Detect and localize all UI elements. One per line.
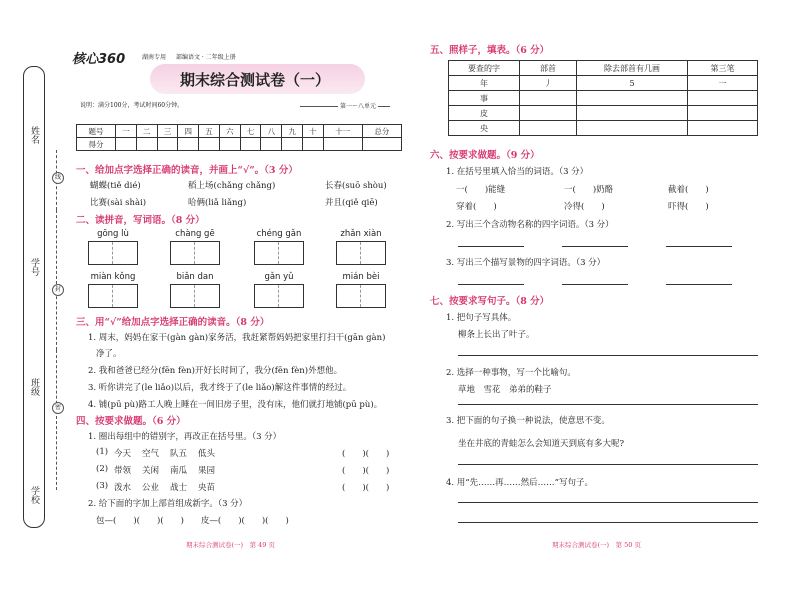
page-footer-right: 期末综合测试卷(一) 第 50 页 [552,541,641,549]
table-cell: 央 [449,121,520,136]
question-text: 坐在井底的青蛙怎么会知道天到底有多大呢? [458,439,625,449]
section-5-heading: 五、照样子，填表。（6 分） [430,45,550,56]
answer-line[interactable] [666,284,732,285]
table-cell: 事 [449,91,520,106]
group-number: (3) [96,481,109,491]
group-word[interactable]: 战士 [170,483,188,493]
table-cell[interactable] [688,106,758,121]
score-row-label: 得分 [77,138,116,151]
class-label: 班级 [29,378,39,396]
score-cell[interactable] [240,138,261,151]
group-word[interactable]: 队五 [170,449,188,459]
group-word[interactable]: 公业 [142,483,160,493]
score-col: 七 [240,125,261,138]
table-cell: 一 [688,76,758,91]
table-cell[interactable] [688,91,758,106]
exam-note: 说明：满分100分，考试时间60分钟。 [80,102,184,109]
sentence-line: 净了。 [96,349,122,359]
table-cell: 丿 [520,76,577,91]
answer-line[interactable] [562,246,628,247]
pronunciation-item[interactable]: 蝴蝶(tiě dié) [90,181,141,191]
score-col: 八 [261,125,282,138]
score-cell[interactable] [199,138,220,151]
table-header: 要查的字 [449,61,520,76]
character-lookup-table [448,60,758,136]
pinyin-prompt: chàng gē [175,229,215,239]
pinyin-prompt: gōng lù [97,229,129,239]
table-row [449,106,758,121]
fill-blank[interactable]: 一( )能缝 [456,185,506,195]
answer-line[interactable] [458,355,758,356]
score-cell[interactable] [362,138,401,151]
answer-line[interactable] [562,284,628,285]
score-col: 五 [199,125,220,138]
answer-line[interactable] [458,246,524,247]
seal-mark: 密 [52,402,64,414]
sentence-line[interactable]: 1. 周末，妈妈在家干(gàn gàn)家务活，我赶紧帮妈妈把家里打扫干(gān gàn) [88,333,386,343]
table-cell: 皮 [449,106,520,121]
score-col: 九 [282,125,303,138]
table-header: 部首 [520,61,577,76]
score-cell[interactable] [261,138,282,151]
table-cell[interactable] [577,106,688,121]
name-label: 姓名 [29,126,39,144]
subject-label: 部编语文 · 二年级上册 [176,54,236,61]
pronunciation-item[interactable]: 并且(qiě qiē) [325,198,378,208]
table-cell[interactable] [520,91,577,106]
character-grid[interactable] [254,284,304,308]
score-cell[interactable] [116,138,137,151]
table-header: 第三笔 [688,61,758,76]
group-word[interactable]: 果园 [198,466,216,476]
unit-label: 第一～八单元 [340,103,377,110]
section-2-heading: 二、读拼音，写词语。（8 分） [76,215,205,226]
binding-line [56,210,57,350]
score-value-row [77,138,402,151]
score-cell[interactable] [219,138,240,151]
question-4: 4. 用“先……再……然后……”写句子。 [446,478,594,488]
answer-line[interactable] [458,522,758,523]
question-1: 1. 圈出每组中的错别字，再改正在括号里。（3 分） [88,432,282,442]
section-7-heading: 七、按要求写句子。（8 分） [430,296,550,307]
character-grid[interactable] [336,284,386,308]
question-2: 2. 给下面的字加上部首组成新字。（3 分） [88,499,248,509]
question-2: 2. 写出三个含动物名称的四字词语。（3 分） [446,220,614,230]
seal-mark: 线 [52,172,64,184]
question-1: 1. 把句子写具体。 [446,313,517,323]
question-3: 3. 把下面的句子换一种说法，使意思不变。 [446,416,610,426]
answer-parens[interactable]: ( )( ) [342,466,390,476]
binding-line [56,350,57,490]
score-col: 十 [302,125,323,138]
page-footer-left: 期末综合测试卷(一) 第 49 页 [186,541,275,549]
fill-blank[interactable]: 吓得( ) [668,202,709,212]
score-cell[interactable] [178,138,199,151]
table-cell[interactable] [577,121,688,136]
group-word[interactable]: 泼水 [114,483,132,493]
answer-line[interactable] [458,284,524,285]
character-grid[interactable] [88,241,138,265]
pronunciation-item[interactable]: 比赛(sài shài) [90,198,147,208]
student-id-label: 学号 [29,258,39,276]
brand-logo: 核心360 [72,52,126,67]
table-cell[interactable] [520,106,577,121]
section-4-heading: 四、按要求做题。（6 分） [76,416,186,427]
question-text: 柳条上长出了叶子。 [458,330,535,340]
question-2: 2. 选择一种事物，写一个比喻句。 [446,368,576,378]
pinyin-prompt: chéng gǎn [256,229,302,239]
group-word[interactable]: 南瓜 [170,466,188,476]
score-col: 六 [219,125,240,138]
seal-mark: 封 [52,284,64,296]
score-cell[interactable] [302,138,323,151]
pronunciation-item[interactable]: 稻上场(chǎng chǎng) [188,181,276,191]
group-number: (1) [96,447,109,457]
group-word[interactable]: 今天 [114,449,132,459]
table-cell[interactable] [688,121,758,136]
score-col: 二 [136,125,157,138]
pronunciation-item[interactable]: 哈俩(liǎ liǎng) [188,198,247,208]
table-cell[interactable] [577,91,688,106]
fill-blank[interactable]: 截着( ) [668,185,709,195]
table-cell: 5 [577,76,688,91]
character-grid[interactable] [170,241,220,265]
answer-line[interactable] [458,464,758,465]
fill-blank[interactable]: 冷得( ) [564,202,605,212]
group-word[interactable]: 低头 [198,449,216,459]
question-1: 1. 在括号里填入恰当的词语。（3 分） [446,167,589,177]
fill-blank[interactable]: 一( )奶酪 [564,185,614,195]
score-cell[interactable] [136,138,157,151]
score-col: 十一 [323,125,362,138]
page-title: 期末综合测试卷（一） [180,71,331,89]
score-col: 一 [116,125,137,138]
pinyin-prompt: zhǎn xiàn [340,229,382,239]
answer-parens[interactable]: ( )( ) [342,483,390,493]
table-header: 除去部首有几画 [577,61,688,76]
section-3-heading: 三、用“√”给加点字选择正确的读音。（8 分） [76,317,270,328]
fill-blank[interactable]: 穿着( ) [456,202,497,212]
group-word[interactable]: 空气 [142,449,160,459]
character-grid[interactable] [254,241,304,265]
score-col: 四 [178,125,199,138]
section-6-heading: 六、按要求做题。（9 分） [430,150,540,161]
table-header-row [449,61,758,76]
pinyin-prompt: miàn kǒng [90,272,136,282]
score-table [76,124,402,151]
score-cell[interactable] [323,138,362,151]
edition-label: 湖南专用 [142,54,167,61]
pronunciation-item[interactable]: 长春(suō shòu) [325,181,387,191]
score-header-row [77,125,402,138]
answer-line[interactable] [458,502,758,503]
table-row [449,121,758,136]
radical-answer-line[interactable]: 包—( )( )( ) 皮—( )( )( ) [96,516,289,526]
group-number: (2) [96,464,109,474]
question-3: 3. 写出三个描写景物的四字词语。（3 分） [446,258,606,268]
question-text: 草地 雪花 弟弟的鞋子 [458,385,552,395]
character-grid[interactable] [336,241,386,265]
score-col: 三 [157,125,178,138]
table-cell: 年 [449,76,520,91]
pinyin-prompt: mián bèi [342,272,380,282]
table-row [449,76,758,91]
group-word[interactable]: 关闲 [142,466,160,476]
score-col: 总分 [362,125,401,138]
group-word[interactable]: 央苗 [198,483,216,493]
answer-parens[interactable]: ( )( ) [342,449,390,459]
sentence-line[interactable]: 2. 我和爸爸已经分(fēn fèn)开好长时间了，我分(fēn fèn)外想他。 [88,366,343,376]
section-1-heading: 一、给加点字选择正确的读音，并画上“√”。（3 分） [76,165,298,176]
character-grid[interactable] [170,284,220,308]
pinyin-prompt: biǎn dan [176,272,214,282]
sentence-line[interactable]: 3. 听你讲完了(le liǎo)以后，我才终于了(le liǎo)解这件事情的经过。 [88,383,352,393]
answer-line[interactable] [666,246,732,247]
group-word[interactable]: 带领 [114,466,132,476]
character-grid[interactable] [88,284,138,308]
table-cell[interactable] [520,121,577,136]
sentence-line[interactable]: 4. 铺(pū pù)路工人晚上睡在一间旧房子里，没有床，他们就打地铺(pū pù)。 [88,400,383,410]
score-cell[interactable] [282,138,303,151]
answer-line[interactable] [458,404,758,405]
score-row-label: 题号 [77,125,116,138]
score-cell[interactable] [157,138,178,151]
table-row [449,91,758,106]
pinyin-prompt: gǎn yǔ [264,272,294,282]
school-label: 学校 [29,486,39,504]
